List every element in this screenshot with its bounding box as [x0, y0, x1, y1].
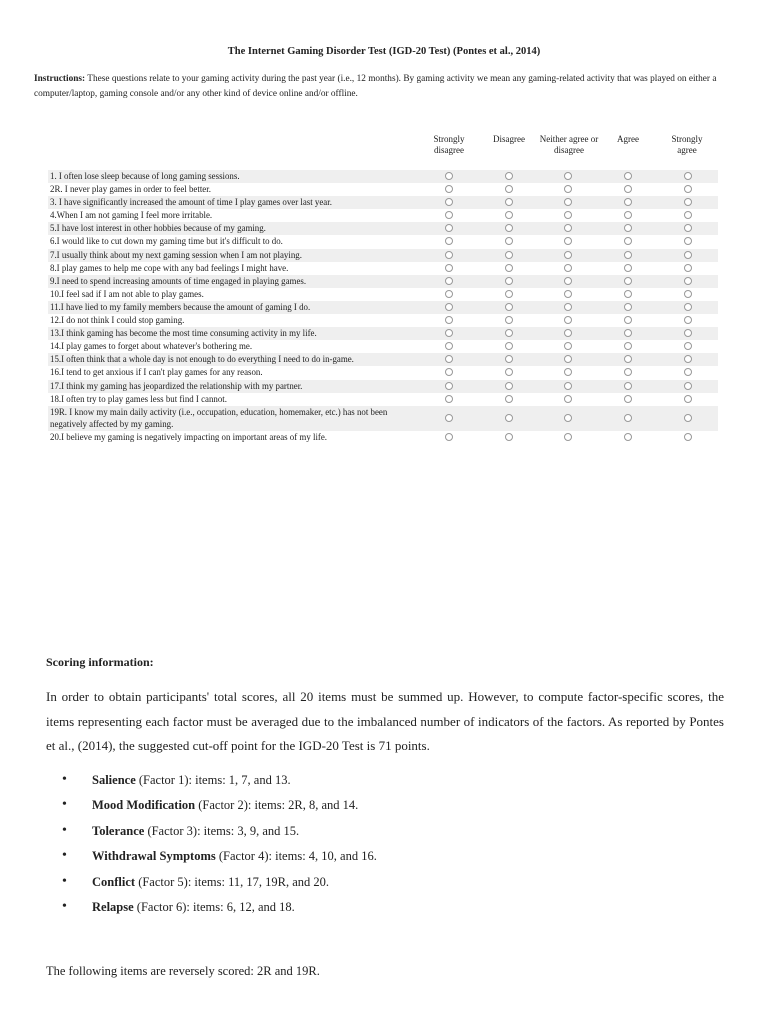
- radio-option-5[interactable]: [684, 368, 692, 376]
- question-row: [48, 380, 718, 393]
- bullet-icon: •: [62, 848, 67, 864]
- radio-option-2[interactable]: [505, 172, 513, 180]
- question-row: [48, 406, 718, 431]
- question-row: [48, 314, 718, 327]
- questionnaire-table: [48, 170, 718, 444]
- radio-option-2[interactable]: [505, 290, 513, 298]
- question-row: [48, 222, 718, 235]
- radio-option-3[interactable]: [564, 303, 572, 311]
- question-text: 1. I often lose sleep because of long gaming sessions.: [50, 171, 240, 181]
- radio-option-5[interactable]: [684, 303, 692, 311]
- instructions-label: Instructions:: [34, 74, 86, 84]
- radio-option-1[interactable]: [445, 211, 453, 219]
- question-text: 13.I think gaming has become the most time consuming activity in my life.: [50, 328, 317, 339]
- question-text: 16.I tend to get anxious if I can't play games for any reason.: [50, 367, 263, 378]
- radio-option-4[interactable]: [624, 342, 632, 350]
- factor-text: [92, 795, 358, 815]
- radio-option-5[interactable]: [684, 290, 692, 298]
- radio-option-5[interactable]: [684, 342, 692, 350]
- radio-option-1[interactable]: [445, 303, 453, 311]
- radio-option-2[interactable]: [505, 185, 513, 193]
- radio-option-3[interactable]: [564, 264, 572, 272]
- radio-option-2[interactable]: [505, 237, 513, 245]
- radio-option-3[interactable]: [564, 433, 572, 441]
- question-row: [48, 275, 718, 288]
- radio-option-4[interactable]: [624, 355, 632, 363]
- question-row: [48, 353, 718, 366]
- factor-items: (Factor 1): items: 1, 7, and 13.: [135, 773, 291, 787]
- radio-option-3[interactable]: [564, 277, 572, 285]
- radio-option-4[interactable]: [624, 414, 632, 422]
- radio-option-4[interactable]: [624, 329, 632, 337]
- radio-option-5[interactable]: [684, 172, 692, 180]
- question-row: [48, 431, 718, 444]
- radio-option-1[interactable]: [445, 342, 453, 350]
- radio-option-2[interactable]: [505, 277, 513, 285]
- question-row: [48, 301, 718, 314]
- radio-option-4[interactable]: [624, 395, 632, 403]
- radio-option-4[interactable]: [624, 237, 632, 245]
- factor-name: Withdrawal Symptoms: [92, 849, 216, 864]
- question-row: [48, 209, 718, 222]
- factor-item: [62, 795, 702, 820]
- radio-option-5[interactable]: [684, 237, 692, 245]
- factor-item: [62, 846, 702, 871]
- radio-option-2[interactable]: [505, 382, 513, 390]
- radio-option-3[interactable]: [564, 237, 572, 245]
- radio-option-5[interactable]: [684, 198, 692, 206]
- bullet-icon: •: [62, 772, 67, 787]
- radio-option-2[interactable]: [505, 342, 513, 350]
- radio-option-2[interactable]: [505, 433, 513, 441]
- question-text: 10.I feel sad if I am not able to play games.: [50, 288, 204, 299]
- radio-option-3[interactable]: [564, 251, 572, 259]
- radio-option-1[interactable]: [445, 329, 453, 337]
- column-header-neither: Neither agree or disagree: [539, 134, 599, 155]
- factor-name: Conflict: [92, 874, 136, 889]
- radio-option-1[interactable]: [445, 290, 453, 298]
- factor-items: (Factor 5): items: 11, 17, 19R, and 20.: [135, 874, 330, 889]
- radio-option-1[interactable]: [445, 185, 453, 193]
- radio-option-4[interactable]: [624, 277, 632, 285]
- instructions-text: These questions relate to your gaming activity during the past year (i.e., 12 months). By gaming activity we mean any gaming-related activity that was played on either a computer/laptop, gaming console and/or any other kind of device online and/or offline.: [34, 74, 717, 99]
- question-text: 15.I often think that a whole day is not enough to do everything I need to do in-game.: [50, 354, 354, 365]
- scoring-paragraph: In order to obtain participants' total scores, all 20 items must be summed up. However, to compute factor-specific scores, the items representing each factor must be averaged due to the imbalanced number of indicators of the factors. As reported by Pontes et al., (2014), the suggested cut-off point for the IGD-20 Test is 71 points.: [46, 689, 724, 753]
- bullet-icon: •: [62, 873, 67, 889]
- radio-option-2[interactable]: [505, 316, 513, 324]
- radio-option-5[interactable]: [684, 211, 692, 219]
- radio-option-3[interactable]: [564, 290, 572, 298]
- radio-option-3[interactable]: [564, 382, 572, 390]
- factor-text: [92, 846, 377, 866]
- document-title: The Internet Gaming Disorder Test (IGD-20 Test) (Pontes et al., 2014): [227, 46, 541, 57]
- question-row: [48, 235, 718, 248]
- radio-option-3[interactable]: [564, 329, 572, 337]
- radio-option-1[interactable]: [445, 224, 453, 232]
- factor-text: [92, 897, 295, 917]
- question-text: 7.I usually think about my next gaming session when I am not playing.: [50, 249, 302, 260]
- question-text: 8.I play games to help me cope with any bad feelings I might have.: [50, 262, 289, 273]
- radio-option-3[interactable]: [564, 342, 572, 350]
- radio-option-2[interactable]: [505, 303, 513, 311]
- question-text: 14.I play games to forget about whatever's bothering me.: [50, 341, 253, 352]
- radio-option-3[interactable]: [564, 198, 572, 206]
- radio-option-3[interactable]: [564, 172, 572, 180]
- radio-option-4[interactable]: [624, 211, 632, 219]
- radio-option-4[interactable]: [624, 303, 632, 311]
- question-row: [48, 288, 718, 301]
- radio-option-4[interactable]: [624, 264, 632, 272]
- question-row: [48, 327, 718, 340]
- radio-option-1[interactable]: [445, 237, 453, 245]
- radio-option-2[interactable]: [505, 355, 513, 363]
- factor-list: [62, 770, 702, 922]
- radio-option-2[interactable]: [505, 224, 513, 232]
- radio-option-1[interactable]: [445, 198, 453, 206]
- radio-option-5[interactable]: [684, 185, 692, 193]
- radio-option-2[interactable]: [505, 395, 513, 403]
- radio-option-3[interactable]: [564, 414, 572, 422]
- radio-option-5[interactable]: [684, 329, 692, 337]
- radio-option-4[interactable]: [624, 198, 632, 206]
- radio-option-1[interactable]: [445, 368, 453, 376]
- radio-option-1[interactable]: [445, 433, 453, 441]
- column-header-strongly-agree: Strongly agree: [671, 134, 703, 155]
- radio-option-2[interactable]: [505, 211, 513, 219]
- radio-option-2[interactable]: [505, 329, 513, 337]
- question-text: 6.I would like to cut down my gaming time but it's difficult to do.: [50, 236, 283, 247]
- radio-option-4[interactable]: [624, 251, 632, 259]
- bullet-icon: •: [62, 898, 67, 914]
- factor-name: Relapse: [92, 899, 134, 914]
- factor-items: (Factor 3): items: 3, 9, and 15.: [144, 823, 300, 838]
- question-row: [48, 262, 718, 275]
- radio-option-5[interactable]: [684, 382, 692, 390]
- question-row: [48, 366, 718, 379]
- question-row: [48, 340, 718, 353]
- radio-option-3[interactable]: [564, 395, 572, 403]
- radio-option-4[interactable]: [624, 290, 632, 298]
- radio-option-5[interactable]: [684, 414, 692, 422]
- radio-option-5[interactable]: [684, 433, 692, 441]
- radio-option-4[interactable]: [624, 368, 632, 376]
- bullet-icon: •: [62, 822, 67, 838]
- question-text: 19R. I know my main daily activity (i.e., occupation, education, homemaker, etc.) has not been negatively affected by my gaming.: [50, 406, 388, 430]
- reverse-scored-note: The following items are reversely scored: 2R and 19R.: [46, 964, 320, 978]
- radio-option-4[interactable]: [624, 172, 632, 180]
- column-header-disagree: Disagree: [493, 134, 525, 144]
- radio-option-4[interactable]: [624, 185, 632, 193]
- factor-name: Mood Modification: [92, 798, 196, 813]
- factor-name: Tolerance: [92, 823, 145, 838]
- radio-option-5[interactable]: [684, 316, 692, 324]
- question-text: 11.I have lied to my family members because the amount of gaming I do.: [50, 301, 311, 312]
- factor-item: [62, 770, 702, 795]
- column-header-agree: Agree: [617, 134, 639, 144]
- radio-option-5[interactable]: [684, 395, 692, 403]
- instructions: [34, 72, 764, 101]
- radio-option-1[interactable]: [445, 316, 453, 324]
- question-text: 3. I have significantly increased the amount of time I play games over last year.: [50, 197, 332, 208]
- radio-option-4[interactable]: [624, 433, 632, 441]
- radio-option-4[interactable]: [624, 224, 632, 232]
- question-text: 17.I think my gaming has jeopardized the relationship with my partner.: [50, 380, 303, 391]
- radio-option-2[interactable]: [505, 251, 513, 259]
- question-row: [48, 249, 718, 262]
- radio-option-2[interactable]: [505, 414, 513, 422]
- scoring-heading: Scoring information:: [46, 655, 154, 669]
- factor-items: (Factor 6): items: 6, 12, and 18.: [133, 899, 295, 914]
- radio-option-1[interactable]: [445, 172, 453, 180]
- factor-item: [62, 872, 702, 897]
- column-header-strongly-disagree: Strongly disagree: [433, 134, 465, 155]
- question-row: [48, 196, 718, 209]
- bullet-icon: •: [62, 797, 67, 813]
- radio-option-4[interactable]: [624, 382, 632, 390]
- question-row: [48, 183, 718, 196]
- radio-option-5[interactable]: [684, 251, 692, 259]
- question-text: 5.I have lost interest in other hobbies because of my gaming.: [50, 223, 266, 234]
- radio-option-3[interactable]: [564, 368, 572, 376]
- radio-option-5[interactable]: [684, 224, 692, 232]
- factor-items: (Factor 4): items: 4, 10, and 16.: [215, 849, 377, 864]
- factor-items: (Factor 2): items: 2R, 8, and 14.: [195, 798, 359, 813]
- question-row: [48, 393, 718, 406]
- factor-item: [62, 821, 702, 846]
- question-text: 18.I often try to play games less but find I cannot.: [50, 393, 227, 404]
- question-text: 4.When I am not gaming I feel more irritable.: [50, 210, 213, 221]
- radio-option-5[interactable]: [684, 277, 692, 285]
- factor-text: [92, 770, 291, 790]
- radio-option-2[interactable]: [505, 198, 513, 206]
- question-row: [48, 170, 718, 183]
- radio-option-1[interactable]: [445, 382, 453, 390]
- radio-option-1[interactable]: [445, 251, 453, 259]
- radio-option-4[interactable]: [624, 316, 632, 324]
- radio-option-1[interactable]: [445, 355, 453, 363]
- radio-option-3[interactable]: [564, 316, 572, 324]
- radio-option-2[interactable]: [505, 368, 513, 376]
- radio-option-1[interactable]: [445, 264, 453, 272]
- radio-option-3[interactable]: [564, 224, 572, 232]
- radio-option-3[interactable]: [564, 185, 572, 193]
- question-text: 20.I believe my gaming is negatively impacting on important areas of my life.: [50, 431, 328, 442]
- factor-text: [92, 821, 299, 841]
- radio-option-5[interactable]: [684, 355, 692, 363]
- factor-item: [62, 897, 702, 922]
- radio-option-3[interactable]: [564, 211, 572, 219]
- factor-name: Salience: [92, 773, 136, 787]
- question-text: 2R. I never play games in order to feel better.: [50, 184, 211, 195]
- factor-text: [92, 872, 329, 892]
- radio-option-1[interactable]: [445, 395, 453, 403]
- radio-option-3[interactable]: [564, 355, 572, 363]
- radio-option-2[interactable]: [505, 264, 513, 272]
- question-text: 12.I do not think I could stop gaming.: [50, 315, 185, 326]
- radio-option-1[interactable]: [445, 277, 453, 285]
- radio-option-1[interactable]: [445, 414, 453, 422]
- question-text: 9.I need to spend increasing amounts of time engaged in playing games.: [50, 275, 307, 286]
- radio-option-5[interactable]: [684, 264, 692, 272]
